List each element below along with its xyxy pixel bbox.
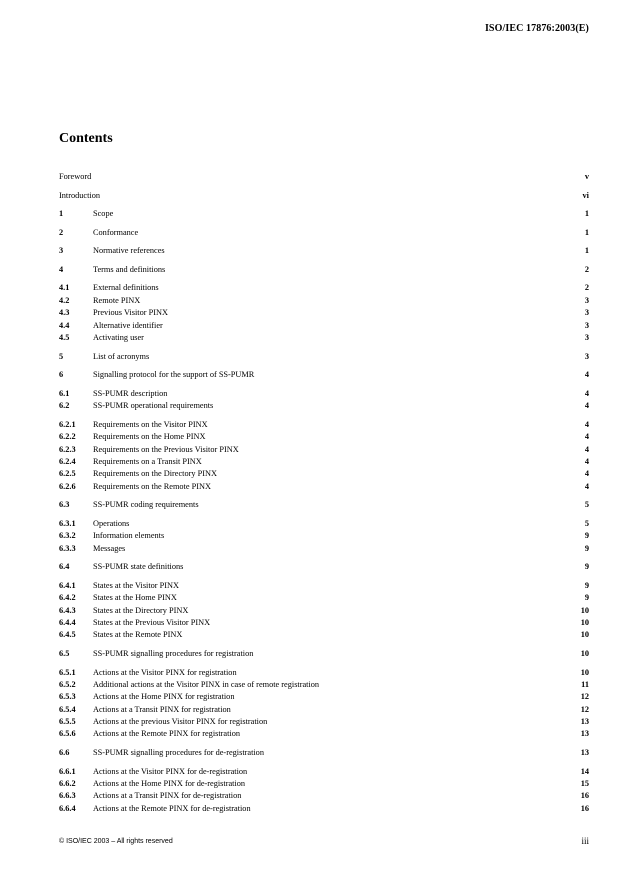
toc-entry-number: 3: [59, 246, 64, 256]
toc-entry-title: Activating user: [93, 333, 144, 343]
toc-entry-page: 3: [584, 333, 589, 343]
toc-entry-number: 4.2: [59, 295, 70, 305]
toc-entry-number: 6.5.5: [59, 717, 76, 727]
toc-entry[interactable]: [59, 667, 589, 679]
toc-entry-number: 6.2.2: [59, 432, 76, 442]
toc-entry-page: 10: [580, 630, 589, 640]
toc-entry-page: 3: [584, 308, 589, 318]
toc-entry-number: 1: [59, 209, 64, 219]
toc-entry-number: 6: [59, 370, 64, 380]
toc-entry-title: Remote PINX: [93, 295, 141, 305]
toc-entry[interactable]: [59, 295, 589, 307]
toc-entry[interactable]: [59, 561, 589, 573]
toc-entry-number: 6.2.3: [59, 444, 76, 454]
toc-entry-number: 6.4.5: [59, 630, 76, 640]
toc-entry-page: 4: [584, 481, 589, 491]
toc-entry-page: 9: [584, 531, 589, 541]
toc-entry-title: States at the Visitor PINX: [93, 580, 179, 590]
toc-entry-number: 6.1: [59, 388, 70, 398]
toc-entry-title: SS-PUMR description: [93, 388, 168, 398]
toc-entry-number: 6.2.1: [59, 419, 76, 429]
toc-entry-number: 6.3.1: [59, 518, 76, 528]
toc-entry-title: Actions at the Visitor PINX for registration: [93, 667, 237, 677]
toc-entry[interactable]: [59, 351, 589, 363]
toc-entry-page: 2: [584, 283, 589, 293]
toc-entry-page: 3: [584, 295, 589, 305]
toc-entry-page: 4: [584, 419, 589, 429]
toc-entry-number: 6.4.4: [59, 617, 76, 627]
toc-entry-page: 9: [584, 562, 589, 572]
toc-entry-title: Actions at the Remote PINX for de-registration: [93, 803, 251, 813]
toc-entry[interactable]: [59, 282, 589, 294]
toc-entry-page: 4: [584, 388, 589, 398]
toc-entry-page: 16: [580, 791, 589, 801]
document-id: ISO/IEC 17876:2003(E): [484, 23, 589, 34]
toc-entry-page: 1: [584, 209, 589, 219]
toc-entry[interactable]: [59, 617, 589, 629]
toc-entry-number: 6.4.2: [59, 593, 76, 603]
toc-entry-page: 12: [580, 704, 589, 714]
toc-entry-number: 4.4: [59, 320, 70, 330]
toc-entry-title: Conformance: [93, 227, 139, 237]
toc-entry-title: Actions at the Home PINX for registration: [93, 692, 235, 702]
toc-entry-page: 1: [584, 227, 589, 237]
toc-entry-page: 2: [584, 264, 589, 274]
toc-entry-title: Actions at a Transit PINX for de-registration: [93, 791, 242, 801]
toc-entry-number: 6.2: [59, 401, 70, 411]
toc-entry[interactable]: [59, 468, 589, 480]
toc-entry-title: States at the Remote PINX: [93, 630, 183, 640]
toc-entry-number: 6.4: [59, 562, 70, 572]
toc-entry-page: 4: [584, 432, 589, 442]
toc-entry-title: Requirements on a Transit PINX: [93, 456, 202, 466]
toc-entry-title: Information elements: [93, 531, 165, 541]
toc-entry[interactable]: [59, 648, 589, 660]
toc-entry-page: 16: [580, 803, 589, 813]
toc-entry-number: 6.5.3: [59, 692, 76, 702]
toc-entry-number: 6.5.6: [59, 729, 76, 739]
toc-entry[interactable]: [59, 790, 589, 802]
toc-entry-title: SS-PUMR state definitions: [93, 562, 184, 572]
toc-entry-page: 4: [584, 444, 589, 454]
toc-entry-title: States at the Previous Visitor PINX: [93, 617, 211, 627]
toc-entry-title: Previous Visitor PINX: [93, 308, 168, 318]
toc-entry[interactable]: [59, 264, 589, 276]
toc-entry-number: 6.2.4: [59, 456, 76, 466]
toc-entry[interactable]: [59, 431, 589, 443]
toc-entry-title: Requirements on the Home PINX: [93, 432, 206, 442]
toc-entry-title: Actions at the Visitor PINX for de-registration: [93, 766, 248, 776]
toc-entry-title: Signalling protocol for the support of SS-PUMR: [93, 370, 255, 380]
toc-entry-number: 6.6.3: [59, 791, 76, 801]
toc-entry[interactable]: [59, 481, 589, 493]
toc-entry-number: 4.5: [59, 333, 70, 343]
toc-entry-page: v: [584, 172, 589, 181]
toc-entry-page: 3: [584, 320, 589, 330]
toc-entry-title: Requirements on the Visitor PINX: [93, 419, 208, 429]
toc-entry-title: Actions at the previous Visitor PINX for registration: [93, 717, 268, 727]
toc-entry-title: Scope: [93, 209, 114, 219]
toc-entry-page: 13: [580, 717, 589, 727]
toc-entry-number: 6.3.3: [59, 543, 76, 553]
toc-entry[interactable]: [59, 227, 589, 239]
toc-entry-page: 10: [580, 648, 589, 658]
toc-entry[interactable]: [59, 518, 589, 530]
toc-entry-number: 6.4.1: [59, 580, 76, 590]
toc-entry-page: 4: [584, 370, 589, 380]
toc-entry-page: 10: [580, 617, 589, 627]
toc-entry-number: 6.3: [59, 500, 70, 510]
toc-entry-number: 6.6.2: [59, 779, 76, 788]
toc-entry[interactable]: [59, 388, 589, 400]
toc-entry-title: Requirements on the Directory PINX: [93, 469, 217, 479]
toc-entry-number: 6.5.2: [59, 679, 76, 689]
toc-entry-title: States at the Directory PINX: [93, 605, 189, 615]
toc-entry[interactable]: [59, 419, 589, 431]
toc-entry-title: External definitions: [93, 283, 159, 293]
toc-entry-number: 6.2.6: [59, 481, 76, 491]
toc-entry-page: vi: [582, 190, 589, 200]
toc-entry[interactable]: [59, 320, 589, 332]
toc-entry[interactable]: [59, 369, 589, 381]
toc-entry-title: Requirements on the Remote PINX: [93, 481, 211, 491]
toc-entry-title: Terms and definitions: [93, 264, 166, 274]
toc-entry-title: Alternative identifier: [93, 320, 163, 330]
toc-entry-title: Actions at the Home PINX for de-registration: [93, 779, 246, 788]
toc-entry-page: 10: [580, 667, 589, 677]
toc-entry-page: 12: [580, 692, 589, 702]
toc-entry[interactable]: [59, 605, 589, 617]
toc-entry-number: 6.6.1: [59, 766, 76, 776]
toc-entry-page: 5: [584, 500, 589, 510]
toc-entry-number: 6.5.4: [59, 704, 76, 714]
toc-entry-number: 2: [59, 227, 64, 237]
toc-entry-title: Actions at a Transit PINX for registration: [93, 704, 231, 714]
toc-entry[interactable]: [59, 716, 589, 728]
toc-entry[interactable]: [59, 728, 589, 740]
toc-entry[interactable]: [59, 245, 589, 257]
toc-entry[interactable]: [59, 580, 589, 592]
toc-entry[interactable]: [59, 691, 589, 703]
toc-entry-title: Messages: [93, 543, 126, 553]
toc-entry-title: Actions at the Remote PINX for registration: [93, 729, 241, 739]
toc-entry-number: 4.1: [59, 283, 70, 293]
toc-entry[interactable]: [59, 190, 589, 202]
toc-entry[interactable]: [59, 444, 589, 456]
toc-entry-title: Normative references: [93, 246, 165, 256]
toc-entry[interactable]: [59, 803, 589, 815]
toc-entry[interactable]: [59, 704, 589, 716]
toc-entry-page: 3: [584, 351, 589, 361]
toc-entry[interactable]: [59, 543, 589, 555]
toc-entry-number: 6.5: [59, 648, 70, 658]
toc-entry[interactable]: [59, 332, 589, 344]
toc-entry[interactable]: [59, 766, 589, 778]
page-title: Contents: [59, 131, 113, 146]
toc-entry-number: 4: [59, 264, 64, 274]
toc-entry[interactable]: [59, 778, 589, 790]
toc-entry[interactable]: [59, 499, 589, 511]
toc-entry-page: 4: [584, 456, 589, 466]
toc-entry[interactable]: [59, 530, 589, 542]
toc-entry-title: SS-PUMR signalling procedures for de-registration: [93, 748, 264, 758]
toc-entry-page: 9: [584, 593, 589, 603]
toc-entry-page: 13: [580, 729, 589, 739]
toc-entry-title: Introduction: [59, 190, 101, 200]
toc-entry-number: 5: [59, 351, 64, 361]
toc-entry[interactable]: [59, 400, 589, 412]
toc-entry-page: 11: [581, 679, 589, 689]
toc-entry-page: 13: [580, 748, 589, 758]
toc-entry-title: Additional actions at the Visitor PINX in case of remote registration: [93, 679, 320, 689]
toc-entry-title: SS-PUMR signalling procedures for registration: [93, 648, 254, 658]
toc-entry[interactable]: [59, 592, 589, 604]
toc-entry[interactable]: [59, 629, 589, 641]
toc-entry-number: 4.3: [59, 308, 70, 318]
toc-entry[interactable]: [59, 747, 589, 759]
toc-entry-page: 1: [584, 246, 589, 256]
toc-entry-number: 6.4.3: [59, 605, 76, 615]
toc-entry[interactable]: [59, 208, 589, 220]
toc-entry-title: List of acronyms: [93, 351, 150, 361]
toc-entry[interactable]: [59, 456, 589, 468]
copyright-notice: © ISO/IEC 2003 – All rights reserved: [59, 838, 173, 845]
toc-entry-number: 6.2.5: [59, 469, 76, 479]
toc-entry-page: 15: [580, 779, 589, 788]
toc-entry[interactable]: [59, 679, 589, 691]
toc-entry-title: Foreword: [59, 172, 92, 181]
toc-entry-number: 6.6: [59, 748, 70, 758]
toc-entry-title: States at the Home PINX: [93, 593, 177, 603]
toc-entry[interactable]: [59, 171, 589, 183]
toc-entry-page: 9: [584, 543, 589, 553]
page-number: iii: [581, 836, 589, 846]
toc-entry-page: 9: [584, 580, 589, 590]
toc-entry-title: Operations: [93, 518, 130, 528]
toc-entry[interactable]: [59, 307, 589, 319]
table-of-contents: [59, 171, 589, 815]
toc-entry-page: 4: [584, 469, 589, 479]
toc-entry-page: 4: [584, 401, 589, 411]
toc-entry-title: Requirements on the Previous Visitor PINX: [93, 444, 239, 454]
toc-entry-page: 14: [580, 766, 589, 776]
toc-entry-number: 6.6.4: [59, 803, 76, 813]
toc-entry-title: SS-PUMR operational requirements: [93, 401, 214, 411]
toc-entry-page: 5: [584, 518, 589, 528]
toc-entry-number: 6.3.2: [59, 531, 76, 541]
toc-entry-title: SS-PUMR coding requirements: [93, 500, 199, 510]
toc-entry-number: 6.5.1: [59, 667, 76, 677]
toc-entry-page: 10: [580, 605, 589, 615]
